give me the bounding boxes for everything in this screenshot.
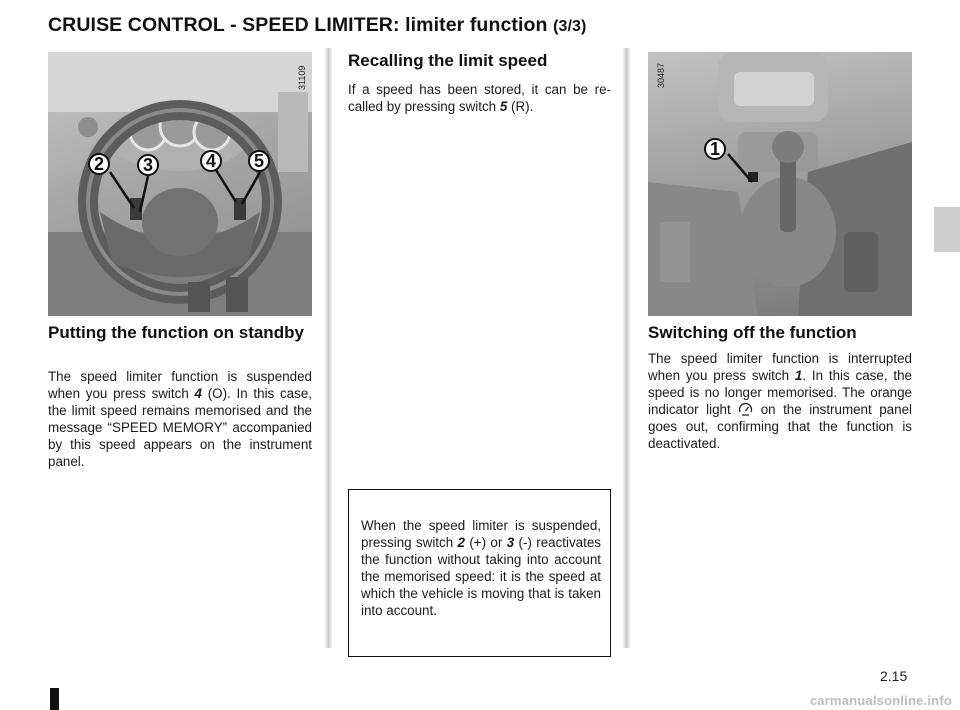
page-title bbox=[48, 14, 586, 37]
heading-standby: Putting the function on standby bbox=[48, 323, 304, 342]
callout-3: 3 bbox=[137, 154, 159, 176]
page-number: 2.15 bbox=[880, 668, 908, 684]
column-divider-left bbox=[325, 48, 332, 648]
callout-5: 5 bbox=[248, 150, 270, 172]
photo-reference-number: 30487 bbox=[656, 62, 666, 88]
recall-paragraph: If a speed has been stored, it can be recalled by pressing switch 5 (R). bbox=[348, 82, 611, 114]
page-title-text: CRUISE CONTROL - SPEED LIMITER: limiter function bbox=[48, 14, 548, 36]
switch-4-ref: 4 bbox=[194, 386, 202, 401]
center-console-illustration bbox=[648, 52, 912, 316]
chapter-side-tab bbox=[934, 207, 960, 252]
corner-mark bbox=[50, 688, 59, 710]
heading-switch-off: Switching off the function bbox=[648, 323, 857, 342]
switch-1-ref: 1 bbox=[794, 368, 803, 383]
callout-4: 4 bbox=[200, 150, 222, 172]
page-part-indicator: (3/3) bbox=[553, 18, 587, 35]
column-divider-right bbox=[623, 48, 630, 648]
switch-3-ref: 3 bbox=[506, 535, 515, 550]
switch-2-ref: 2 bbox=[457, 535, 465, 550]
callout-2: 2 bbox=[88, 153, 110, 175]
note-box bbox=[348, 489, 611, 657]
note-paragraph: When the speed limiter is suspended, pressing switch 2 (+) or 3 (-) reactivates the function without taking into account the memorised speed: it is the speed at which the vehicle is moving that is taken into account. bbox=[361, 518, 601, 618]
watermark: carmanualsonline.info bbox=[809, 693, 952, 708]
switch-5-ref: 5 bbox=[499, 99, 508, 114]
steering-wheel-illustration bbox=[48, 52, 312, 316]
center-console-photo bbox=[648, 52, 912, 316]
switch-off-paragraph: The speed limiter function is interrupted when you press switch 1. In this case, the speed is no longer memorised. The orange indicator light on the instrument panel goes out, confirming that the function is deactivated. bbox=[648, 351, 912, 451]
callout-1: 1 bbox=[704, 138, 726, 160]
steering-wheel-photo bbox=[48, 52, 312, 316]
photo-reference-number: 31109 bbox=[297, 65, 307, 90]
speed-limiter-warning-icon bbox=[738, 403, 753, 416]
heading-recall: Recalling the limit speed bbox=[348, 51, 548, 70]
standby-paragraph: The speed limiter function is suspended when you press switch 4 (O). In this case, the limit speed remains memorised and the message “SPEED MEMORY” accompanied by this speed appears on the instrument panel. bbox=[48, 369, 312, 469]
